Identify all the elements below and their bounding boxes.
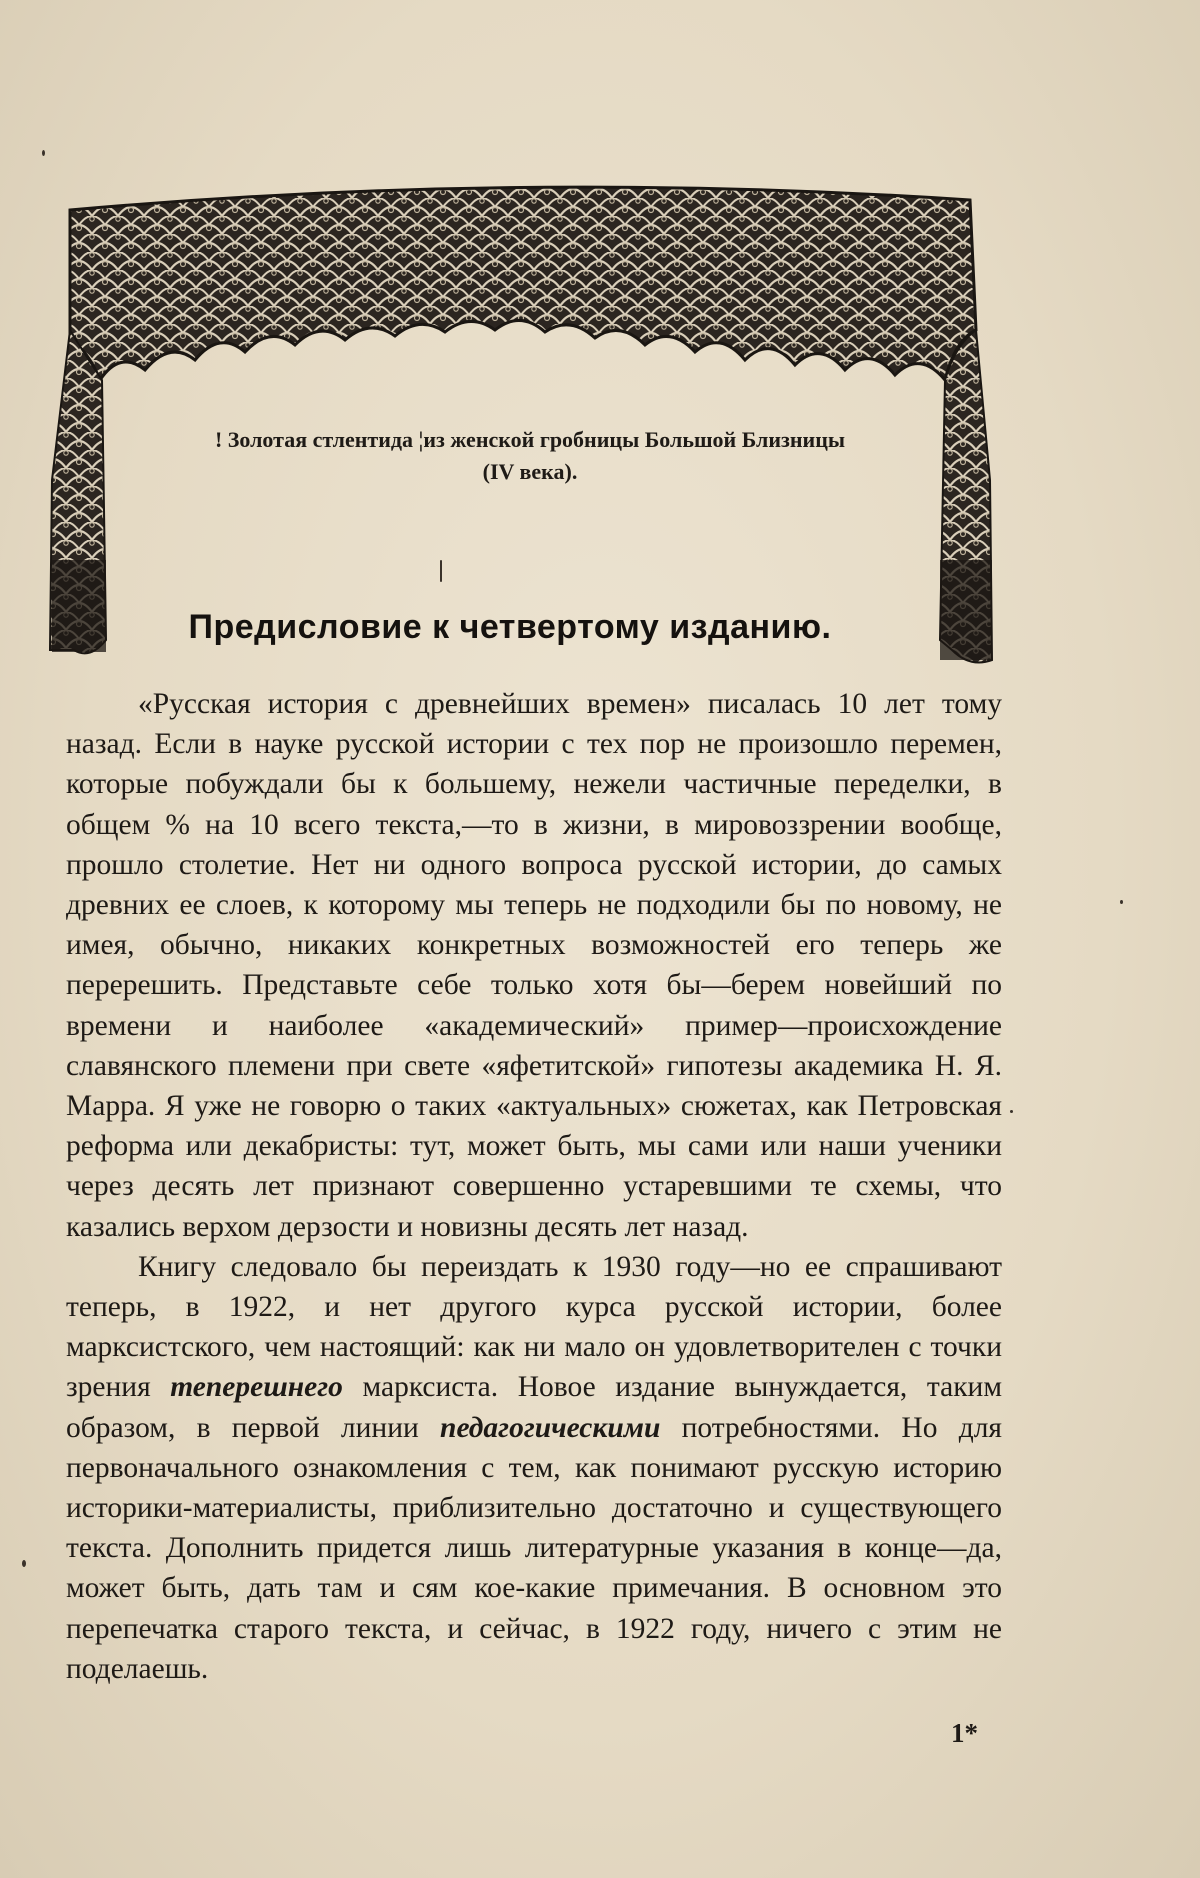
- paragraph-2-part-1: Книгу следовало бы переиздать к 1930 году—но ее спрашивают теперь, в 1922, и нет другого курса русской истории, более марксистского, чем настоящий: как ни мало он удовлетворителен с точки зрения: [66, 1250, 1002, 1404]
- emphasis-pedagogicheskimi: педагогическими: [440, 1411, 661, 1444]
- paper-speck: [1010, 1110, 1013, 1113]
- emphasis-teperesnego: теперешнего: [170, 1371, 343, 1404]
- paper-speck: [22, 1560, 26, 1567]
- paper-speck: [440, 560, 442, 582]
- caption-line-2: (IV века).: [482, 459, 578, 484]
- caption-line-1: ! Золотая стлентида ¦из женской гробницы Большой Близницы: [214, 427, 846, 452]
- paragraph-2-part-2: марксиста. Новое издание вынуждается, таким образом, в первой линии: [66, 1371, 1003, 1444]
- paragraph-2-part-3: потребностями. Но для первоначального ознакомления с тем, как понимают русскую историю историки-материалисты, приблизительно достаточно и существующего текста. Дополнить придется лишь литературные указания в конце—да, может быть, дать там и сям кое-какие примечания. В основном это перепечатка старого текста, и сейчас, в 1922 году, ничего с этим не поделаешь.: [66, 1411, 1003, 1685]
- paper-speck: [42, 150, 45, 156]
- page-number: 1*: [951, 1718, 978, 1748]
- figure-caption: [120, 424, 940, 488]
- page-heading: Предисловие к четвертому изданию.: [188, 608, 832, 646]
- body-text: [66, 684, 1002, 1689]
- paper-speck: [1120, 900, 1123, 904]
- paragraph-2: [66, 1247, 1002, 1689]
- paragraph-1: «Русская история с древнейших времен» писалась 10 лет тому назад. Если в науке русской истории с тех пор не произошло перемен, которые побуждали бы к большему, нежели частичные переделки, в общем % на 10 всего текста,—то в жизни, в мировоззрении вообще, прошло столетие. Нет ни одного вопроса русской истории, до самых древних ее слоев, к которому мы теперь не подходили бы по новому, не имея, обычно, никаких конкретных возможностей его теперь же перерешить. Представьте себе только хотя бы—берем новейший по времени и наиболее «академический» пример—происхождение славянского племени при свете «яфетитской» гипотезы академика Н. Я. Марра. Я уже не говорю о таких «актуальных» сюжетах, как Петровская реформа или декабристы: тут, может быть, мы сами или наши ученики через десять лет признают совершенно устаревшими те схемы, что казались верхом дерзости и новизны десять лет назад.: [66, 688, 1002, 1243]
- ornament-band: [70, 187, 976, 380]
